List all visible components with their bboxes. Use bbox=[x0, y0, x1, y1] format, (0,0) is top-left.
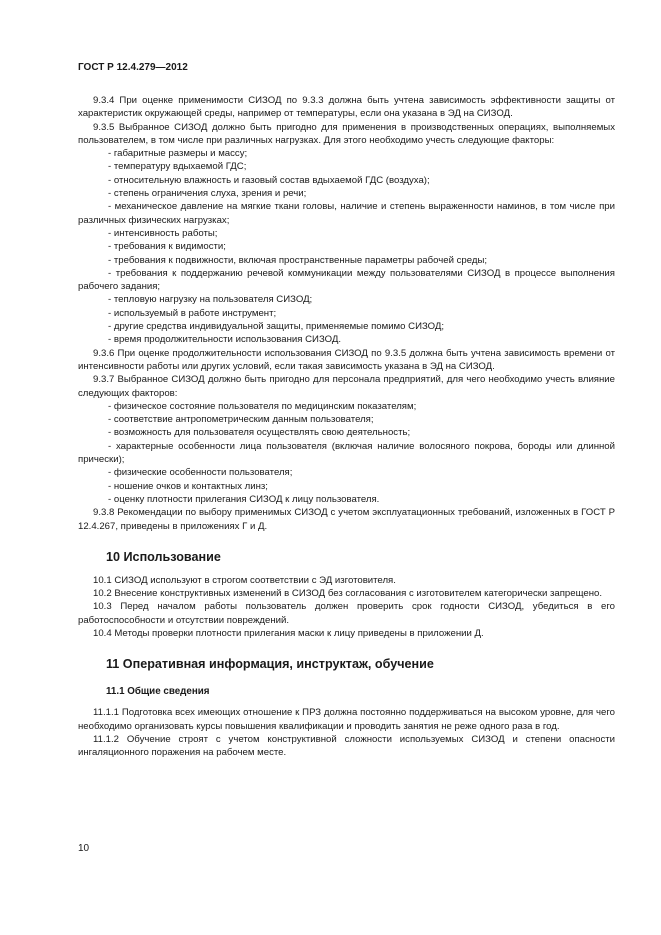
list-item: - относительную влажность и газовый состав вдыхаемой ГДС (воздуха); bbox=[108, 174, 430, 186]
page-number: 10 bbox=[78, 843, 90, 854]
list-item: - механическое давление на мягкие ткани головы, наличие и степень выраженности наминов, в том числе при различных физических нагрузках; bbox=[78, 201, 615, 226]
list-item: - время продолжительности использования СИЗОД. bbox=[108, 334, 342, 346]
list-item: - требования к подвижности, включая пространственные параметры рабочей среды; bbox=[108, 254, 488, 266]
document-body bbox=[78, 94, 615, 759]
paragraph: 9.3.7 Выбранное СИЗОД должно быть пригодно для персонала предприятий, для чего необходимо учесть влияние следующих факторов: bbox=[78, 374, 615, 399]
paragraph: 11.1.1 Подготовка всех имеющих отношение к ПРЗ должна постоянно поддерживаться на высоком уровне, для чего необходимо организовать курсы повышения квалификации и проводить занятия не реже одного раза в год. bbox=[78, 707, 615, 732]
list-item: - интенсивность работы; bbox=[108, 227, 218, 239]
list-item: - соответствие антропометрическим данным пользователя; bbox=[108, 414, 374, 426]
list-item: - используемый в работе инструмент; bbox=[108, 307, 277, 319]
list-item: - возможность для пользователя осуществлять свою деятельность; bbox=[108, 427, 411, 439]
paragraph: 10.2 Внесение конструктивных изменений в СИЗОД без согласования с изготовителем категорически запрещено. bbox=[93, 588, 602, 600]
subsection-heading: 11.1 Общие сведения bbox=[106, 686, 210, 698]
paragraph: 10.4 Методы проверки плотности прилегания маски к лицу приведены в приложении Д. bbox=[93, 627, 484, 639]
list-item: - требования к поддержанию речевой коммуникации между пользователями СИЗОД в процессе выполнения рабочего задания; bbox=[78, 267, 615, 293]
paragraph: 10.3 Перед началом работы пользователь должен проверить срок годности СИЗОД, убедиться в его работоспособности и отсутствии повреждений. bbox=[78, 601, 615, 626]
paragraph: 9.3.6 При оценке продолжительности использования СИЗОД по 9.3.5 должна быть учтена зависимость времени от интенсивности работы или других условий, если такая зависимость указана в ЭД на СИЗОД. bbox=[78, 347, 615, 372]
list-item: - оценку плотности прилегания СИЗОД к лицу пользователя. bbox=[108, 493, 380, 505]
list-item: - требования к видимости; bbox=[108, 241, 226, 253]
list-item: - температуру вдыхаемой ГДС; bbox=[108, 161, 247, 173]
list-item: - тепловую нагрузку на пользователя СИЗОД; bbox=[108, 294, 313, 306]
list-item: - габаритные размеры и массу; bbox=[108, 148, 248, 160]
section-heading: 11 Оперативная информация, инструктаж, обучение bbox=[106, 657, 434, 672]
list-item: - физические особенности пользователя; bbox=[108, 467, 293, 479]
list-item: - ношение очков и контактных линз; bbox=[108, 480, 268, 492]
list-item: - степень ограничения слуха, зрения и речи; bbox=[108, 188, 307, 200]
paragraph: 9.3.8 Рекомендации по выбору применимых СИЗОД с учетом эксплуатационных требований, изложенных в ГОСТ Р 12.4.267, приведены в приложениях Г и Д. bbox=[78, 507, 615, 532]
paragraph: 11.1.2 Обучение строят с учетом конструктивной сложности используемых СИЗОД и степени опасности ингаляционного поражения на рабочем месте. bbox=[78, 733, 615, 759]
list-item: - физическое состояние пользователя по медицинским показателям; bbox=[108, 400, 417, 412]
list-item: - другие средства индивидуальной защиты, применяемые помимо СИЗОД; bbox=[108, 321, 445, 333]
paragraph: 9.3.4 При оценке применимости СИЗОД по 9.3.3 должна быть учтена зависимость эффективности защиты от характеристик окружающей среды, например от температуры, если она указана в ЭД на СИЗОД. bbox=[78, 95, 615, 120]
section-heading: 10 Использование bbox=[106, 549, 221, 564]
paragraph: 9.3.5 Выбранное СИЗОД должно быть пригодно для применения в производственных операциях, выполняемых пользователем, в том числе при различных нагрузках. Для этого необходимо учесть следующие факторы: bbox=[78, 121, 615, 146]
paragraph: 10.1 СИЗОД используют в строгом соответствии с ЭД изготовителя. bbox=[93, 574, 396, 586]
document-header: ГОСТ Р 12.4.279—2012 bbox=[78, 62, 188, 73]
list-item: - характерные особенности лица пользователя (включая наличие волосяного покрова, бороды или длинной прически); bbox=[78, 440, 615, 466]
